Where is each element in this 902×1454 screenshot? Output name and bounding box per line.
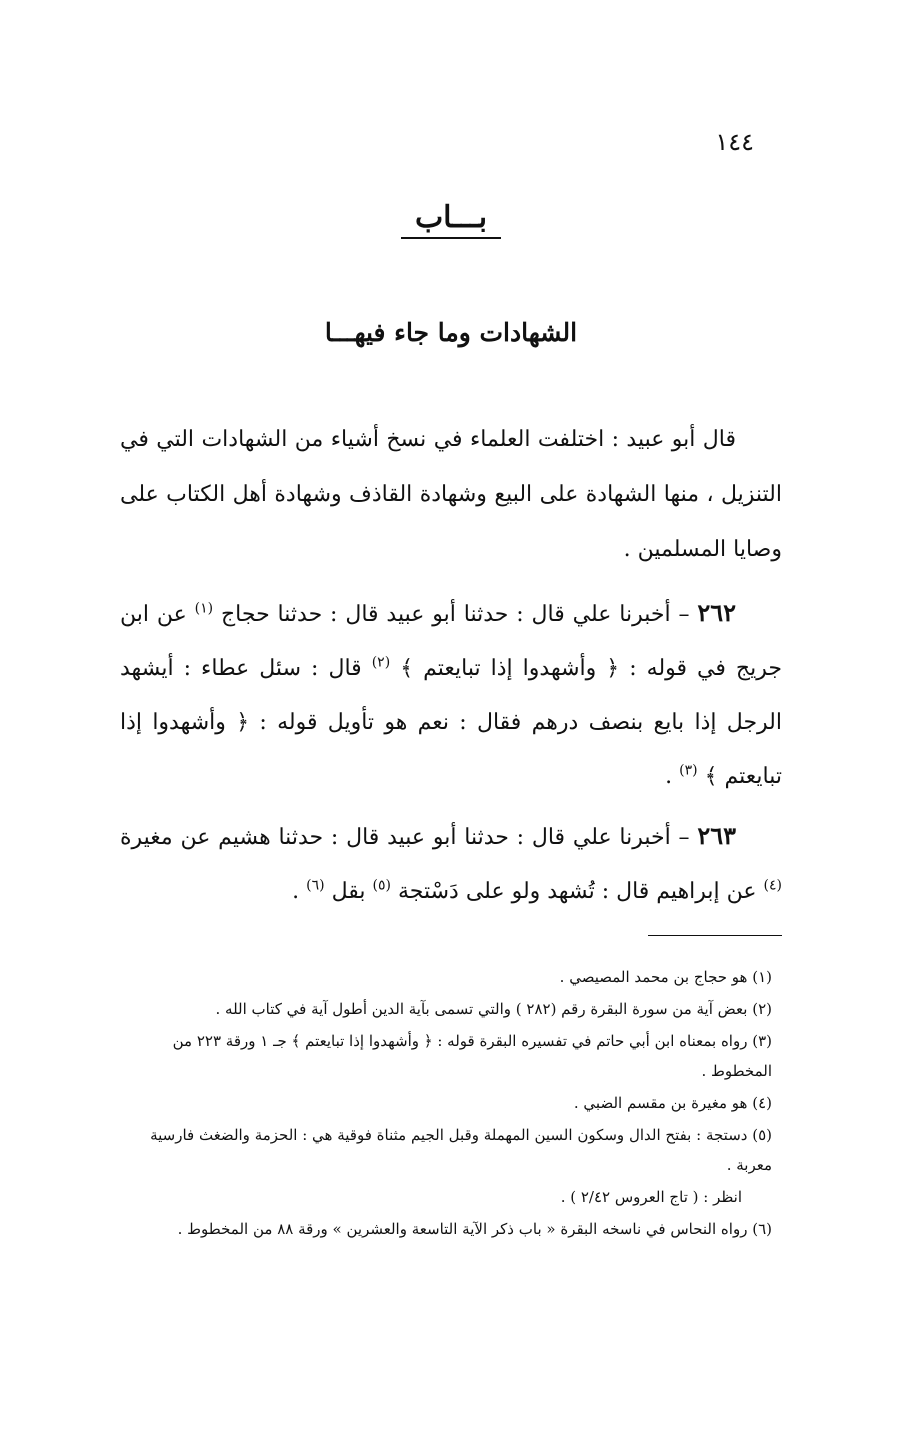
footnote-marker: (٣): [679, 762, 698, 779]
page-number: ١٤٤: [715, 128, 754, 156]
chapter-title: [0, 200, 902, 239]
footnote-5-reference: انظر : ( تاج العروس ٢/٤٢ ) .: [560, 1188, 742, 1206]
hadith-text: عن إبراهيم قال : تُشهد ولو على دَسْتجة: [390, 879, 764, 904]
chapter-title-text: بـــاب: [401, 200, 501, 239]
footnote-2: (٢) بعض آية من سورة البقرة رقم (٢٨٢ ) والتي تسمى بآية الدين أطول آية في كتاب الله .: [215, 1000, 772, 1018]
hadith-263: [120, 809, 782, 919]
hadith-text: عن ابن جريج في قوله : ﴿ وأشهدوا إذا تبايعتم ﴾: [120, 602, 782, 681]
hadith-text: – أخبرنا علي قال : حدثنا أبو عبيد قال : حدثنا هشيم عن مغيرة: [120, 825, 698, 850]
hadith-number: ٢٦٣: [697, 821, 736, 850]
footnote-4: (٤) هو مغيرة بن مقسم الضبي .: [573, 1094, 772, 1112]
footnote-marker: (٥): [372, 877, 391, 894]
hadith-text: قال : سئل عطاء : أيشهد الرجل إذا بايع بنصف درهم فقال : نعم هو تأويل قوله : ﴿ وأشهدوا إذا تبايعتم ﴾: [120, 656, 782, 789]
intro-paragraph: قال أبو عبيد : اختلفت العلماء في نسخ أشياء من الشهادات التي في التنزيل ، منها الشهادة على البيع وشهادة القاذف وشهادة أهل الكتاب على وصايا المسلمين .: [120, 427, 782, 562]
footnote-5: (٥) دستجة : بفتح الدال وسكون السين المهملة وقبل الجيم مثناة فوقية هي : الحزمة والضغث فارسية معربة .: [150, 1126, 772, 1174]
hadith-text: – أخبرنا علي قال : حدثنا أبو عبيد قال : حدثنا حجاج: [213, 602, 698, 627]
footnote-6: (٦) رواه النحاس في ناسخه البقرة « باب ذكر الآية التاسعة والعشرين » ورقة ٨٨ من المخطوط .: [177, 1220, 772, 1238]
footnote-marker: (١): [194, 600, 214, 617]
hadith-text: .: [292, 879, 307, 904]
footnote-marker: (٢): [371, 654, 391, 671]
section-title: الشهادات وما جاء فيهـــا: [324, 318, 578, 347]
footnote-marker: (٤): [763, 877, 782, 894]
hadith-262: [120, 586, 782, 804]
footnote-divider: [648, 935, 782, 936]
hadith-number: ٢٦٢: [697, 598, 736, 627]
footnote-1: (١) هو حجاج بن محمد المصيصي .: [559, 968, 772, 986]
footnotes: [120, 962, 782, 1246]
hadith-text: .: [665, 764, 680, 789]
footnote-3: (٣) رواه بمعناه ابن أبي حاتم في تفسيره البقرة قوله : ﴿ وأشهدوا إذا تبايعتم ﴾ جـ ١ ورقة ٢٢٣ من المخطوط .: [172, 1032, 772, 1080]
footnote-marker: (٦): [306, 877, 325, 894]
hadith-text: بقل: [324, 879, 373, 904]
